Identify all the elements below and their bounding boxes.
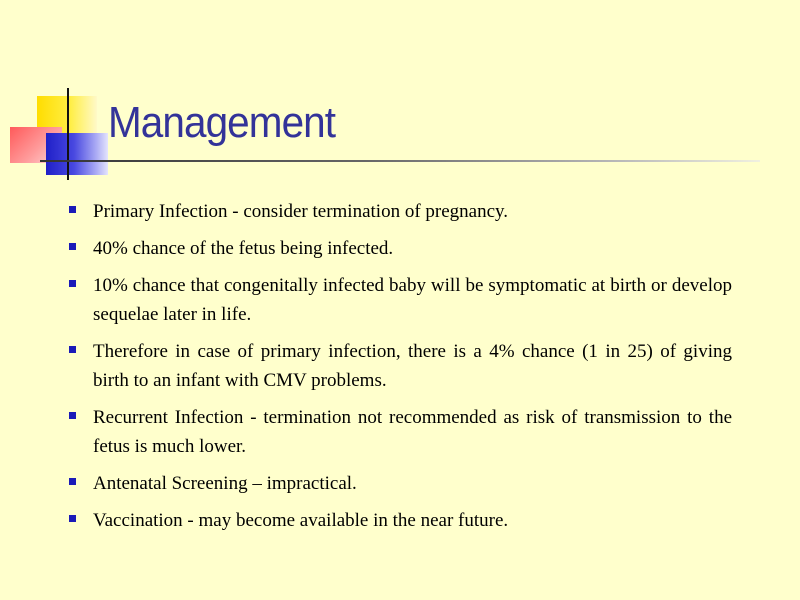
bullet-item bbox=[66, 337, 732, 395]
bullet-list bbox=[66, 197, 732, 543]
bullet-text: Recurrent Infection - termination not recommended as risk of transmission to the fetus is much lower. bbox=[93, 407, 732, 457]
bullet-item bbox=[66, 234, 732, 263]
square-bullet-icon bbox=[69, 478, 76, 485]
square-bullet-icon bbox=[69, 412, 76, 419]
bullet-text: Vaccination - may become available in the near future. bbox=[93, 510, 509, 531]
bullet-text: Primary Infection - consider termination of pregnancy. bbox=[93, 201, 509, 222]
square-bullet-icon bbox=[69, 206, 76, 213]
bullet-text: Therefore in case of primary infection, there is a 4% chance (1 in 25) of giving birth to an infant with CMV problems. bbox=[93, 341, 732, 391]
square-bullet-icon bbox=[69, 515, 76, 522]
bullet-item bbox=[66, 469, 732, 498]
square-bullet-icon bbox=[69, 346, 76, 353]
logo-vertical-line bbox=[67, 88, 69, 180]
bullet-item bbox=[66, 506, 732, 535]
bullet-item bbox=[66, 271, 732, 329]
bullet-text: 10% chance that congenitally infected baby will be symptomatic at birth or develop sequelae later in life. bbox=[93, 275, 732, 325]
slide-title: Management bbox=[108, 98, 336, 147]
bullet-item bbox=[66, 403, 732, 461]
bullet-text: 40% chance of the fetus being infected. bbox=[93, 238, 394, 259]
title-underline bbox=[40, 160, 760, 162]
bullet-item bbox=[66, 197, 732, 226]
logo-blue-block bbox=[46, 133, 108, 175]
square-bullet-icon bbox=[69, 243, 76, 250]
square-bullet-icon bbox=[69, 280, 76, 287]
bullet-text: Antenatal Screening – impractical. bbox=[93, 473, 357, 494]
